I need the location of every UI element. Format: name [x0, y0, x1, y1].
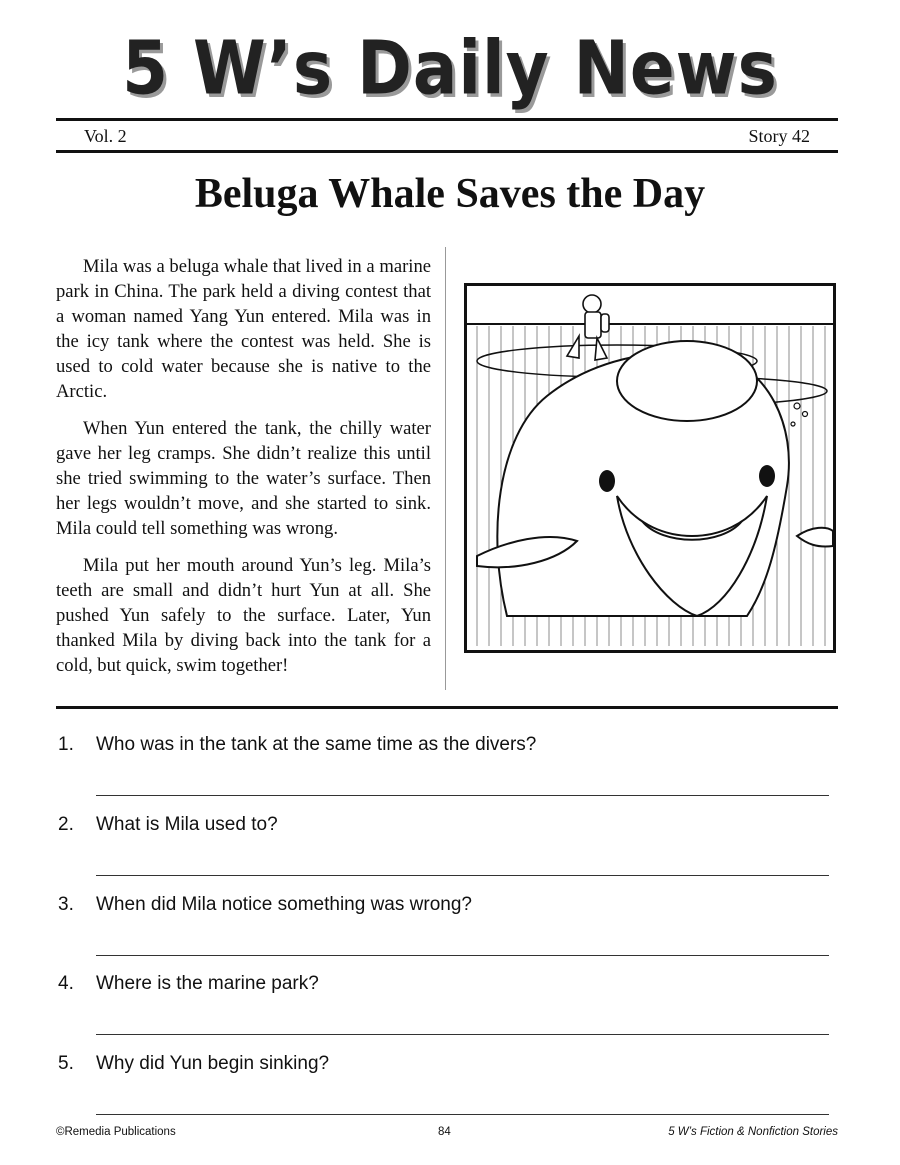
question-number: 4.	[58, 973, 74, 994]
answer-line[interactable]	[96, 1114, 829, 1115]
story-label: Story 42	[748, 126, 810, 146]
article-paragraph: When Yun entered the tank, the chilly water gave her leg cramps. She didn’t realize this until she tried swimming to the water’s surface. Then her legs wouldn’t move, and she started to sink. Mila could tell something was wrong.	[56, 418, 431, 539]
page-footer	[56, 1126, 838, 1142]
question-item	[56, 894, 838, 974]
beluga-whale-drawing	[467, 286, 833, 650]
article-paragraph: Mila was a beluga whale that lived in a marine park in China. The park held a diving contest that a woman named Yang Yun entered. Mila was in the icy tank where the contest was held. She is used to cold water because she is native to the Arctic.	[56, 256, 431, 402]
answer-line[interactable]	[96, 795, 829, 796]
question-text: Where is the marine park?	[96, 973, 319, 994]
volume-label: Vol. 2	[84, 126, 127, 146]
question-item	[56, 973, 838, 1053]
article-headline: Beluga Whale Saves the Day	[194, 171, 706, 217]
masthead-rule-top	[56, 118, 838, 121]
answer-line[interactable]	[96, 875, 829, 876]
publisher-credit: ©Remedia Publications	[56, 1126, 176, 1138]
question-number: 3.	[58, 894, 74, 915]
question-number: 2.	[58, 814, 74, 835]
question-text: Why did Yun begin sinking?	[96, 1053, 330, 1074]
question-text: Who was in the tank at the same time as the divers?	[96, 734, 537, 755]
question-text: What is Mila used to?	[96, 814, 278, 835]
page-number: 84	[438, 1126, 451, 1138]
question-number: 5.	[58, 1053, 74, 1074]
question-item	[56, 1053, 838, 1133]
article-body	[56, 254, 431, 690]
article-paragraph: Mila put her mouth around Yun’s leg. Mila’s teeth are small and didn’t hurt Yun at all. She pushed Yun safely to the surface. Later, Yun thanked Mila by diving back into the tank for a cold, but quick, swim together!	[56, 555, 431, 676]
column-divider	[445, 247, 446, 690]
masthead-rule-bottom	[56, 150, 838, 153]
question-item	[56, 814, 838, 894]
section-divider	[56, 706, 838, 709]
newspaper-masthead: 5 W’s Daily News	[122, 25, 778, 112]
answer-line[interactable]	[96, 955, 829, 956]
issue-line	[84, 124, 810, 148]
answer-line[interactable]	[96, 1034, 829, 1035]
question-text: When did Mila notice something was wrong?	[96, 894, 472, 915]
question-number: 1.	[58, 734, 74, 755]
series-title: 5 W’s Fiction & Nonfiction Stories	[668, 1126, 838, 1138]
question-item	[56, 734, 838, 814]
beluga-whale-illustration	[464, 283, 836, 653]
